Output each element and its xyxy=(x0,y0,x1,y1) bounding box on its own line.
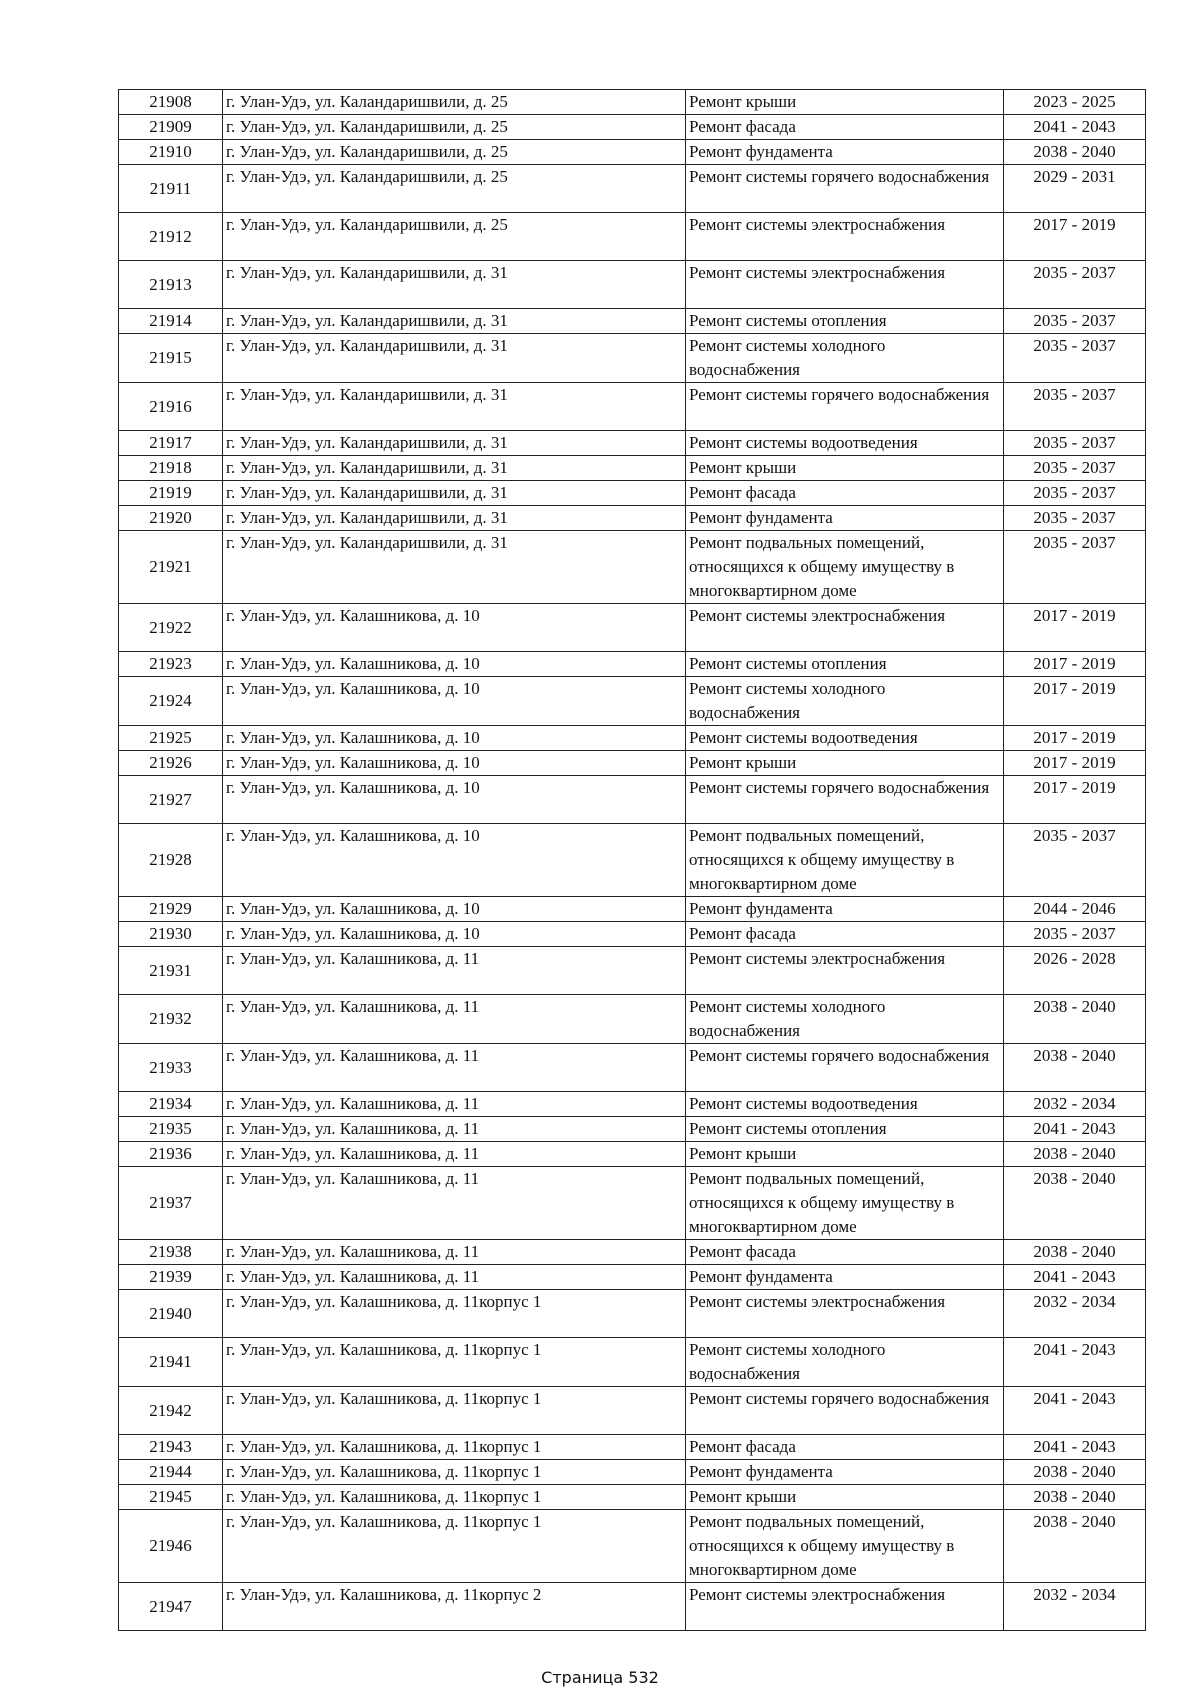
address-cell: г. Улан-Удэ, ул. Каландаришвили, д. 25 xyxy=(223,140,686,165)
table-row xyxy=(119,213,1146,261)
row-number-cell: 21925 xyxy=(119,726,223,751)
row-number-cell: 21914 xyxy=(119,309,223,334)
years-cell: 2035 - 2037 xyxy=(1004,334,1146,383)
row-number-cell: 21932 xyxy=(119,995,223,1044)
work-type-cell: Ремонт крыши xyxy=(686,90,1004,115)
table-row xyxy=(119,531,1146,604)
row-number-cell: 21937 xyxy=(119,1167,223,1240)
table-row xyxy=(119,604,1146,652)
address-cell: г. Улан-Удэ, ул. Каландаришвили, д. 25 xyxy=(223,213,686,261)
repair-schedule-table xyxy=(118,89,1146,1631)
row-number-cell: 21911 xyxy=(119,165,223,213)
row-number-cell: 21913 xyxy=(119,261,223,309)
row-number-cell: 21916 xyxy=(119,383,223,431)
table-row xyxy=(119,1485,1146,1510)
table-row xyxy=(119,897,1146,922)
work-type-cell: Ремонт фундамента xyxy=(686,506,1004,531)
address-cell: г. Улан-Удэ, ул. Каландаришвили, д. 25 xyxy=(223,165,686,213)
address-cell: г. Улан-Удэ, ул. Калашникова, д. 11 xyxy=(223,1167,686,1240)
table-row xyxy=(119,140,1146,165)
row-number-cell: 21929 xyxy=(119,897,223,922)
row-number-cell: 21915 xyxy=(119,334,223,383)
row-number-cell: 21944 xyxy=(119,1460,223,1485)
table-row xyxy=(119,1117,1146,1142)
address-cell: г. Улан-Удэ, ул. Калашникова, д. 10 xyxy=(223,776,686,824)
row-number-cell: 21920 xyxy=(119,506,223,531)
work-type-cell: Ремонт крыши xyxy=(686,456,1004,481)
table-row xyxy=(119,334,1146,383)
address-cell: г. Улан-Удэ, ул. Каландаришвили, д. 31 xyxy=(223,506,686,531)
years-cell: 2017 - 2019 xyxy=(1004,677,1146,726)
address-cell: г. Улан-Удэ, ул. Калашникова, д. 10 xyxy=(223,726,686,751)
years-cell: 2035 - 2037 xyxy=(1004,456,1146,481)
work-type-cell: Ремонт фундамента xyxy=(686,140,1004,165)
row-number-cell: 21918 xyxy=(119,456,223,481)
years-cell: 2017 - 2019 xyxy=(1004,213,1146,261)
years-cell: 2017 - 2019 xyxy=(1004,604,1146,652)
address-cell: г. Улан-Удэ, ул. Каландаришвили, д. 31 xyxy=(223,309,686,334)
years-cell: 2035 - 2037 xyxy=(1004,309,1146,334)
work-type-cell: Ремонт системы электроснабжения xyxy=(686,604,1004,652)
work-type-cell: Ремонт системы отопления xyxy=(686,309,1004,334)
address-cell: г. Улан-Удэ, ул. Калашникова, д. 11 xyxy=(223,947,686,995)
years-cell: 2041 - 2043 xyxy=(1004,115,1146,140)
row-number-cell: 21936 xyxy=(119,1142,223,1167)
work-type-cell: Ремонт системы электроснабжения xyxy=(686,1290,1004,1338)
work-type-cell: Ремонт системы отопления xyxy=(686,1117,1004,1142)
table-row xyxy=(119,1044,1146,1092)
address-cell: г. Улан-Удэ, ул. Калашникова, д. 11 xyxy=(223,1265,686,1290)
address-cell: г. Улан-Удэ, ул. Калашникова, д. 11 xyxy=(223,1240,686,1265)
years-cell: 2032 - 2034 xyxy=(1004,1290,1146,1338)
table-row xyxy=(119,922,1146,947)
address-cell: г. Улан-Удэ, ул. Калашникова, д. 11корпус 1 xyxy=(223,1460,686,1485)
row-number-cell: 21942 xyxy=(119,1387,223,1435)
work-type-cell: Ремонт системы горячего водоснабжения xyxy=(686,1044,1004,1092)
years-cell: 2035 - 2037 xyxy=(1004,481,1146,506)
address-cell: г. Улан-Удэ, ул. Калашникова, д. 11корпус 1 xyxy=(223,1435,686,1460)
work-type-cell: Ремонт системы водоотведения xyxy=(686,726,1004,751)
address-cell: г. Улан-Удэ, ул. Калашникова, д. 10 xyxy=(223,824,686,897)
years-cell: 2041 - 2043 xyxy=(1004,1338,1146,1387)
address-cell: г. Улан-Удэ, ул. Калашникова, д. 11 xyxy=(223,1092,686,1117)
address-cell: г. Улан-Удэ, ул. Каландаришвили, д. 31 xyxy=(223,383,686,431)
work-type-cell: Ремонт фундамента xyxy=(686,897,1004,922)
row-number-cell: 21919 xyxy=(119,481,223,506)
table-row xyxy=(119,1583,1146,1631)
years-cell: 2044 - 2046 xyxy=(1004,897,1146,922)
years-cell: 2023 - 2025 xyxy=(1004,90,1146,115)
work-type-cell: Ремонт фасада xyxy=(686,1240,1004,1265)
address-cell: г. Улан-Удэ, ул. Калашникова, д. 11корпус 2 xyxy=(223,1583,686,1631)
years-cell: 2038 - 2040 xyxy=(1004,1510,1146,1583)
years-cell: 2032 - 2034 xyxy=(1004,1583,1146,1631)
address-cell: г. Улан-Удэ, ул. Калашникова, д. 11корпус 1 xyxy=(223,1338,686,1387)
years-cell: 2038 - 2040 xyxy=(1004,1240,1146,1265)
work-type-cell: Ремонт системы холодного водоснабжения xyxy=(686,995,1004,1044)
table-row xyxy=(119,1338,1146,1387)
work-type-cell: Ремонт системы электроснабжения xyxy=(686,947,1004,995)
table-row xyxy=(119,431,1146,456)
row-number-cell: 21908 xyxy=(119,90,223,115)
work-type-cell: Ремонт крыши xyxy=(686,1485,1004,1510)
work-type-cell: Ремонт фасада xyxy=(686,922,1004,947)
years-cell: 2038 - 2040 xyxy=(1004,995,1146,1044)
work-type-cell: Ремонт системы горячего водоснабжения xyxy=(686,776,1004,824)
years-cell: 2035 - 2037 xyxy=(1004,431,1146,456)
table-row xyxy=(119,824,1146,897)
years-cell: 2038 - 2040 xyxy=(1004,1485,1146,1510)
address-cell: г. Улан-Удэ, ул. Каландаришвили, д. 31 xyxy=(223,431,686,456)
address-cell: г. Улан-Удэ, ул. Каландаришвили, д. 25 xyxy=(223,115,686,140)
table-row xyxy=(119,1167,1146,1240)
years-cell: 2035 - 2037 xyxy=(1004,922,1146,947)
row-number-cell: 21924 xyxy=(119,677,223,726)
address-cell: г. Улан-Удэ, ул. Каландаришвили, д. 31 xyxy=(223,261,686,309)
row-number-cell: 21912 xyxy=(119,213,223,261)
address-cell: г. Улан-Удэ, ул. Калашникова, д. 10 xyxy=(223,652,686,677)
table-row xyxy=(119,1510,1146,1583)
row-number-cell: 21909 xyxy=(119,115,223,140)
work-type-cell: Ремонт фасада xyxy=(686,481,1004,506)
years-cell: 2032 - 2034 xyxy=(1004,1092,1146,1117)
work-type-cell: Ремонт системы горячего водоснабжения xyxy=(686,383,1004,431)
work-type-cell: Ремонт подвальных помещений, относящихся к общему имуществу в многоквартирном доме xyxy=(686,1167,1004,1240)
years-cell: 2017 - 2019 xyxy=(1004,726,1146,751)
work-type-cell: Ремонт фундамента xyxy=(686,1460,1004,1485)
row-number-cell: 21934 xyxy=(119,1092,223,1117)
years-cell: 2038 - 2040 xyxy=(1004,1142,1146,1167)
table-row xyxy=(119,726,1146,751)
work-type-cell: Ремонт подвальных помещений, относящихся к общему имуществу в многоквартирном доме xyxy=(686,1510,1004,1583)
table-row xyxy=(119,677,1146,726)
row-number-cell: 21926 xyxy=(119,751,223,776)
address-cell: г. Улан-Удэ, ул. Калашникова, д. 10 xyxy=(223,751,686,776)
address-cell: г. Улан-Удэ, ул. Калашникова, д. 11 xyxy=(223,1142,686,1167)
work-type-cell: Ремонт подвальных помещений, относящихся к общему имуществу в многоквартирном доме xyxy=(686,824,1004,897)
address-cell: г. Улан-Удэ, ул. Калашникова, д. 11корпус 1 xyxy=(223,1290,686,1338)
years-cell: 2029 - 2031 xyxy=(1004,165,1146,213)
table-row xyxy=(119,947,1146,995)
address-cell: г. Улан-Удэ, ул. Каландаришвили, д. 31 xyxy=(223,456,686,481)
table-row xyxy=(119,995,1146,1044)
years-cell: 2035 - 2037 xyxy=(1004,506,1146,531)
table-row xyxy=(119,1290,1146,1338)
years-cell: 2035 - 2037 xyxy=(1004,531,1146,604)
row-number-cell: 21943 xyxy=(119,1435,223,1460)
table-body xyxy=(119,90,1146,1631)
row-number-cell: 21922 xyxy=(119,604,223,652)
years-cell: 2017 - 2019 xyxy=(1004,751,1146,776)
table-row xyxy=(119,115,1146,140)
address-cell: г. Улан-Удэ, ул. Калашникова, д. 11корпус 1 xyxy=(223,1387,686,1435)
work-type-cell: Ремонт крыши xyxy=(686,751,1004,776)
table-row xyxy=(119,165,1146,213)
work-type-cell: Ремонт системы горячего водоснабжения xyxy=(686,1387,1004,1435)
row-number-cell: 21927 xyxy=(119,776,223,824)
years-cell: 2038 - 2040 xyxy=(1004,1460,1146,1485)
table-row xyxy=(119,751,1146,776)
row-number-cell: 21935 xyxy=(119,1117,223,1142)
work-type-cell: Ремонт системы отопления xyxy=(686,652,1004,677)
work-type-cell: Ремонт системы электроснабжения xyxy=(686,213,1004,261)
address-cell: г. Улан-Удэ, ул. Каландаришвили, д. 31 xyxy=(223,481,686,506)
row-number-cell: 21940 xyxy=(119,1290,223,1338)
years-cell: 2038 - 2040 xyxy=(1004,1044,1146,1092)
address-cell: г. Улан-Удэ, ул. Калашникова, д. 11корпус 1 xyxy=(223,1485,686,1510)
row-number-cell: 21910 xyxy=(119,140,223,165)
table-row xyxy=(119,1265,1146,1290)
table-row xyxy=(119,1092,1146,1117)
address-cell: г. Улан-Удэ, ул. Калашникова, д. 11корпус 1 xyxy=(223,1510,686,1583)
years-cell: 2038 - 2040 xyxy=(1004,1167,1146,1240)
years-cell: 2041 - 2043 xyxy=(1004,1117,1146,1142)
table-row xyxy=(119,90,1146,115)
address-cell: г. Улан-Удэ, ул. Калашникова, д. 10 xyxy=(223,677,686,726)
row-number-cell: 21917 xyxy=(119,431,223,456)
page-number: Страница 532 xyxy=(541,1668,659,1687)
table-row xyxy=(119,1435,1146,1460)
table-row xyxy=(119,383,1146,431)
work-type-cell: Ремонт системы электроснабжения xyxy=(686,1583,1004,1631)
address-cell: г. Улан-Удэ, ул. Калашникова, д. 11 xyxy=(223,1117,686,1142)
years-cell: 2035 - 2037 xyxy=(1004,261,1146,309)
row-number-cell: 21928 xyxy=(119,824,223,897)
work-type-cell: Ремонт системы холодного водоснабжения xyxy=(686,1338,1004,1387)
address-cell: г. Улан-Удэ, ул. Каландаришвили, д. 25 xyxy=(223,90,686,115)
address-cell: г. Улан-Удэ, ул. Каландаришвили, д. 31 xyxy=(223,531,686,604)
address-cell: г. Улан-Удэ, ул. Калашникова, д. 10 xyxy=(223,897,686,922)
row-number-cell: 21921 xyxy=(119,531,223,604)
row-number-cell: 21931 xyxy=(119,947,223,995)
work-type-cell: Ремонт системы холодного водоснабжения xyxy=(686,334,1004,383)
table-row xyxy=(119,261,1146,309)
years-cell: 2041 - 2043 xyxy=(1004,1435,1146,1460)
table-row xyxy=(119,456,1146,481)
years-cell: 2041 - 2043 xyxy=(1004,1265,1146,1290)
row-number-cell: 21933 xyxy=(119,1044,223,1092)
table-row xyxy=(119,1240,1146,1265)
address-cell: г. Улан-Удэ, ул. Калашникова, д. 10 xyxy=(223,604,686,652)
table-row xyxy=(119,1387,1146,1435)
table-row xyxy=(119,309,1146,334)
row-number-cell: 21923 xyxy=(119,652,223,677)
row-number-cell: 21938 xyxy=(119,1240,223,1265)
work-type-cell: Ремонт системы электроснабжения xyxy=(686,261,1004,309)
row-number-cell: 21939 xyxy=(119,1265,223,1290)
work-type-cell: Ремонт системы холодного водоснабжения xyxy=(686,677,1004,726)
table-row xyxy=(119,776,1146,824)
work-type-cell: Ремонт системы водоотведения xyxy=(686,431,1004,456)
work-type-cell: Ремонт фасада xyxy=(686,1435,1004,1460)
work-type-cell: Ремонт системы водоотведения xyxy=(686,1092,1004,1117)
years-cell: 2035 - 2037 xyxy=(1004,383,1146,431)
address-cell: г. Улан-Удэ, ул. Калашникова, д. 10 xyxy=(223,922,686,947)
address-cell: г. Улан-Удэ, ул. Каландаришвили, д. 31 xyxy=(223,334,686,383)
row-number-cell: 21941 xyxy=(119,1338,223,1387)
row-number-cell: 21930 xyxy=(119,922,223,947)
work-type-cell: Ремонт системы горячего водоснабжения xyxy=(686,165,1004,213)
work-type-cell: Ремонт фундамента xyxy=(686,1265,1004,1290)
years-cell: 2017 - 2019 xyxy=(1004,652,1146,677)
years-cell: 2026 - 2028 xyxy=(1004,947,1146,995)
address-cell: г. Улан-Удэ, ул. Калашникова, д. 11 xyxy=(223,1044,686,1092)
row-number-cell: 21945 xyxy=(119,1485,223,1510)
years-cell: 2041 - 2043 xyxy=(1004,1387,1146,1435)
years-cell: 2035 - 2037 xyxy=(1004,824,1146,897)
table-row xyxy=(119,506,1146,531)
work-type-cell: Ремонт фасада xyxy=(686,115,1004,140)
address-cell: г. Улан-Удэ, ул. Калашникова, д. 11 xyxy=(223,995,686,1044)
row-number-cell: 21946 xyxy=(119,1510,223,1583)
work-type-cell: Ремонт крыши xyxy=(686,1142,1004,1167)
table-row xyxy=(119,481,1146,506)
table-row xyxy=(119,1460,1146,1485)
table-row xyxy=(119,1142,1146,1167)
work-type-cell: Ремонт подвальных помещений, относящихся к общему имуществу в многоквартирном доме xyxy=(686,531,1004,604)
years-cell: 2017 - 2019 xyxy=(1004,776,1146,824)
table-row xyxy=(119,652,1146,677)
years-cell: 2038 - 2040 xyxy=(1004,140,1146,165)
row-number-cell: 21947 xyxy=(119,1583,223,1631)
